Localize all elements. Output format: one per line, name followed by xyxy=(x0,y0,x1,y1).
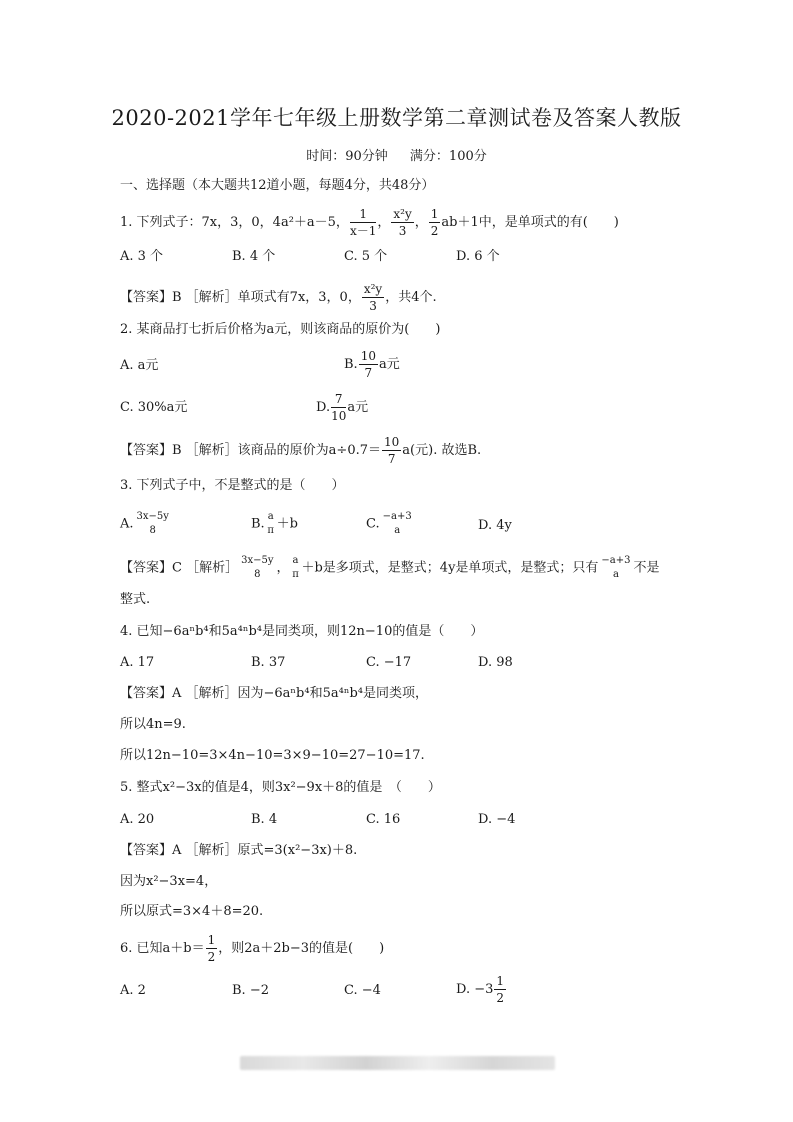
q2-b-fraction xyxy=(359,350,378,379)
q3-option-c xyxy=(366,512,415,536)
q1-f3-den: 2 xyxy=(430,224,439,238)
question-4: 4. 已知−6aⁿb⁴和5a⁴ⁿb⁴是同类项，则12n−10的值是（ ） xyxy=(120,624,484,639)
q3-c-label: C. xyxy=(366,516,380,532)
q5-answer-line2: 因为x²−3x=4， xyxy=(120,874,218,889)
q5-option-d: D. −4 xyxy=(478,812,516,827)
q2-option-d xyxy=(316,393,368,422)
q6-d-label: D. −3 xyxy=(456,982,494,997)
q6-d-num: 1 xyxy=(496,974,505,988)
q3-option-d: D. 4y xyxy=(478,518,512,533)
q1-answer-num: x²y xyxy=(363,282,383,296)
q3-answer-f2-den: π xyxy=(292,569,299,580)
q3-option-a xyxy=(120,512,172,536)
q3-b-fraction xyxy=(266,512,276,536)
q5-answer-line3: 所以原式=3×4＋8=20. xyxy=(120,904,264,919)
q1-text-post: ab＋1中，是单项式的有( ) xyxy=(441,215,619,230)
q2-option-b xyxy=(344,350,400,379)
q2-answer-pre: 【答案】B ［解析］该商品的原价为a÷0.7＝ xyxy=(120,443,382,458)
q1-fraction-3 xyxy=(429,208,441,237)
q3-option-b xyxy=(251,512,298,536)
q6-option-b: B. −2 xyxy=(232,983,269,998)
full-score: 满分：100分 xyxy=(409,149,487,164)
q6-fraction xyxy=(206,934,218,963)
q4-option-c: C. −17 xyxy=(366,655,412,670)
q4-option-a: A. 17 xyxy=(120,655,155,670)
q3-c-num: −a+3 xyxy=(382,511,412,522)
q1-f2-den: 3 xyxy=(398,224,407,238)
q3-b-num: a xyxy=(267,511,274,522)
blurred-footer-watermark xyxy=(240,1056,555,1070)
q1-f1-num: 1 xyxy=(350,208,376,223)
q2-answer-num: 10 xyxy=(384,435,400,449)
q6-den: 2 xyxy=(207,950,216,964)
q3-b-den: π xyxy=(267,525,274,536)
q1-text-pre: 1. 下列式子：7x，3，0，4a²＋a－5， xyxy=(120,215,349,230)
page-title: 2020-2021学年七年级上册数学第二章测试卷及答案人教版 xyxy=(111,106,682,130)
question-3: 3. 下列式子中，不是整式的是（ ） xyxy=(120,478,345,493)
q1-answer-post: ，共4个. xyxy=(385,290,437,305)
q2-answer-post: a(元). 故选B. xyxy=(402,443,482,458)
q5-option-c: C. 16 xyxy=(366,812,401,827)
q4-option-b: B. 37 xyxy=(251,655,286,670)
q5-option-a: A. 20 xyxy=(120,812,155,827)
q3-answer-pre: 【答案】C ［解析］ xyxy=(120,560,239,576)
q3-b-post: ＋b xyxy=(276,516,298,532)
q2-d-num: 7 xyxy=(331,393,346,408)
q5-answer: 【答案】A ［解析］原式=3(x²−3x)＋8. xyxy=(120,843,358,858)
q6-option-d xyxy=(456,975,507,1004)
question-2: 2. 某商品打七折后价格为a元，则该商品的原价为( ) xyxy=(120,322,441,337)
q2-d-den: 10 xyxy=(331,409,347,423)
q6-option-c: C. −4 xyxy=(344,983,381,998)
q3-a-fraction xyxy=(135,512,171,536)
q2-d-label: D. xyxy=(316,400,331,415)
q1-f1-den: x－1 xyxy=(349,224,377,238)
q2-option-c: C. 30%a元 xyxy=(120,400,188,415)
q3-c-den: a xyxy=(394,525,401,536)
q2-d-fraction xyxy=(331,393,346,422)
q3-a-label: A. xyxy=(120,516,134,532)
q4-answer-line3: 所以12n−10=3×4n−10=3×9−10=27−10=17. xyxy=(120,748,425,763)
q4-answer: 【答案】A ［解析］因为−6aⁿb⁴和5a⁴ⁿb⁴是同类项， xyxy=(120,686,428,701)
q3-answer-fraction-3 xyxy=(599,556,632,580)
q3-a-num: 3x−5y xyxy=(136,511,169,522)
exam-info xyxy=(0,145,793,164)
q1-f3-num: 1 xyxy=(430,207,439,221)
q3-answer-f3-den: a xyxy=(612,569,619,580)
q1-fraction-2 xyxy=(391,208,413,237)
q1-answer-pre: 【答案】B ［解析］单项式有7x，3，0， xyxy=(120,290,361,305)
q3-answer-line2: 整式. xyxy=(120,592,151,607)
question-5: 5. 整式x²−3x的值是4，则3x²−9x＋8的值是 （ ） xyxy=(120,780,441,795)
q3-answer-fraction-1 xyxy=(239,556,275,580)
question-6 xyxy=(120,934,384,963)
q6-d-fraction xyxy=(494,975,506,1004)
q3-answer-fraction-2 xyxy=(291,556,301,580)
q1-option-a: A. 3 个 xyxy=(120,249,164,264)
q3-answer-mid: ＋b是多项式，是整式；4y是单项式，是整式；只有 xyxy=(301,560,599,576)
q6-d-den: 2 xyxy=(496,991,505,1005)
q3-answer: 【答案】C ［解析］ 3x−5y 8 ， a π ＋b是多项式，是整式；4y是单项式，是整式；只有 −a+3 a 不是 xyxy=(120,555,660,580)
q3-c-fraction xyxy=(381,512,414,536)
q2-answer-fraction xyxy=(382,436,401,465)
q1-answer-fraction xyxy=(362,283,384,312)
time-limit: 时间：90分钟 xyxy=(306,149,388,164)
q3-a-den: 8 xyxy=(149,525,156,536)
q6-text-post: ，则2a＋2b−3的值是( ) xyxy=(218,941,385,956)
q2-b-label: B. xyxy=(344,357,358,372)
q4-option-d: D. 98 xyxy=(478,655,513,670)
q1-fraction-1 xyxy=(350,208,376,237)
q2-b-post: a元 xyxy=(378,357,400,372)
q1-answer xyxy=(120,283,437,312)
q2-d-post: a元 xyxy=(347,400,369,415)
q3-answer-f1-den: 8 xyxy=(254,569,261,580)
q2-option-a: A. a元 xyxy=(120,358,159,373)
q2-answer-den: 7 xyxy=(387,452,396,466)
q3-b-label: B. xyxy=(251,516,265,532)
q6-num: 1 xyxy=(207,933,216,947)
q2-b-num: 10 xyxy=(360,349,376,363)
q5-option-b: B. 4 xyxy=(251,812,278,827)
q3-answer-f3-num: −a+3 xyxy=(601,555,631,566)
q6-text-pre: 6. 已知a＋b＝ xyxy=(120,941,205,956)
section-heading: 一、选择题（本大题共12道小题，每题4分，共48分） xyxy=(120,178,435,193)
q3-answer-f2-num: a xyxy=(292,555,299,566)
q2-answer xyxy=(120,436,481,465)
q1-f2-num: x²y xyxy=(393,207,412,221)
q6-option-a: A. 2 xyxy=(120,983,146,998)
q1-option-b: B. 4 个 xyxy=(232,249,276,264)
q3-answer-f1-num: 3x−5y xyxy=(241,555,274,566)
q4-answer-line2: 所以4n=9. xyxy=(120,717,186,732)
q2-b-den: 7 xyxy=(364,366,373,380)
q1-answer-den: 3 xyxy=(369,299,377,313)
question-1: 1. 下列式子：7x，3，0，4a²＋a－5， $\frac{1}{x-1}$ ， $\frac{\text{x²y}}{3}$ ， $\frac{1}{2}$ ab＋1中，是单项式的有( ) xyxy=(120,207,619,238)
q1-option-d: D. 6 个 xyxy=(456,249,500,264)
q1-option-c: C. 5 个 xyxy=(344,249,388,264)
q3-answer-post: 不是 xyxy=(633,560,660,576)
